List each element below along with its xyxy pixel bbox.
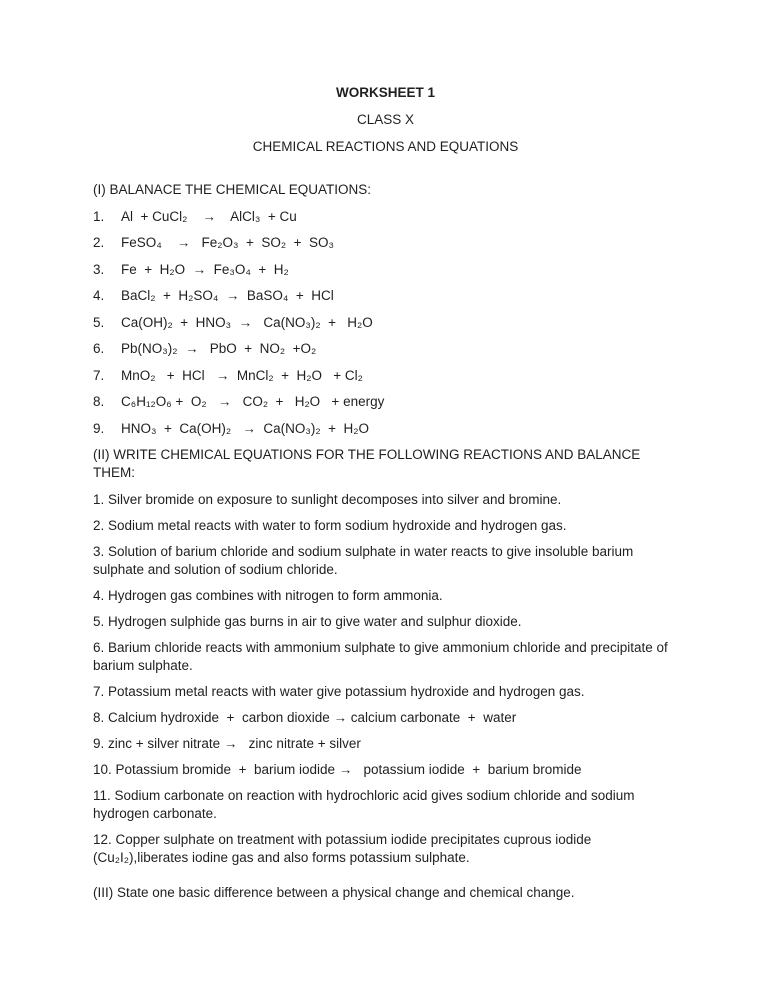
equation-row xyxy=(93,367,678,385)
equation-text: Al + CuCl₂ → AlCl₃ + Cu xyxy=(121,208,297,224)
class-label: CLASS X xyxy=(356,112,415,127)
equation-number: 9. xyxy=(93,420,105,436)
equation-text: HNO₃ + Ca(OH)₂ → Ca(NO₃)₂ + H₂O xyxy=(121,420,369,436)
question-item: 2. Sodium metal reacts with water to form sodium hydroxide and hydrogen gas. xyxy=(93,517,567,533)
equation-text: Fe + H₂O → Fe₃O₄ + H₂ xyxy=(121,261,289,277)
question-item: 3. Solution of barium chloride and sodium sulphate in water reacts to give insoluble barium sulphate and solution of sodium chloride. xyxy=(93,543,638,577)
equation-text: Ca(OH)₂ + HNO₃ → Ca(NO₃)₂ + H₂O xyxy=(121,314,373,330)
equation-list xyxy=(93,208,678,438)
equation-row xyxy=(93,393,678,411)
question-item: 12. Copper sulphate on treatment with potassium iodide precipitates cuprous iodide (Cu₂I₂),liberates iodine gas and also forms potassium sulphate. xyxy=(93,831,596,865)
question-item: 10. Potassium bromide + barium iodide → potassium iodide + barium bromide xyxy=(93,761,582,777)
equation-number: 3. xyxy=(93,261,105,277)
question-item: 1. Silver bromide on exposure to sunlight decomposes into silver and bromine. xyxy=(93,491,562,507)
section-write-heading: (II) WRITE CHEMICAL EQUATIONS FOR THE FOLLOWING REACTIONS AND BALANCE THEM: xyxy=(93,447,644,480)
equation-row xyxy=(93,314,678,332)
equation-number: 7. xyxy=(93,367,105,383)
equation-number: 2. xyxy=(93,235,105,250)
equation-row xyxy=(93,208,678,226)
equation-number: 5. xyxy=(93,314,105,330)
equation-text: C₆H₁₂O₆ + O₂ → CO₂ + H₂O + energy xyxy=(121,394,385,409)
equation-number: 4. xyxy=(93,288,105,303)
equation-text: MnO₂ + HCl → MnCl₂ + H₂O + Cl₂ xyxy=(121,367,363,383)
equation-row xyxy=(93,234,678,252)
equation-text: FeSO₄ → Fe₂O₃ + SO₂ + SO₃ xyxy=(121,235,335,250)
equation-row xyxy=(93,261,678,279)
equation-text: BaCl₂ + H₂SO₄ → BaSO₄ + HCl xyxy=(121,288,334,303)
equation-row xyxy=(93,420,678,438)
topic-heading: CHEMICAL REACTIONS AND EQUATIONS xyxy=(252,139,519,154)
question-item: 5. Hydrogen sulphide gas burns in air to give water and sulphur dioxide. xyxy=(93,613,522,629)
question-item: 9. zinc + silver nitrate → zinc nitrate + silver xyxy=(93,735,361,751)
question-list xyxy=(93,491,678,867)
page-title: WORKSHEET 1 xyxy=(335,85,435,100)
equation-row xyxy=(93,340,678,358)
equation-number: 8. xyxy=(93,394,105,409)
question-item: 6. Barium chloride reacts with ammonium sulphate to give ammonium chloride and precipitate of barium sulphate. xyxy=(93,639,672,673)
equation-number: 6. xyxy=(93,341,105,356)
equation-number: 1. xyxy=(93,208,105,224)
question-item: 7. Potassium metal reacts with water give potassium hydroxide and hydrogen gas. xyxy=(93,683,585,699)
section-difference-heading: (III) State one basic difference between a physical change and chemical change. xyxy=(93,884,575,900)
document-header xyxy=(93,84,678,156)
question-item: 4. Hydrogen gas combines with nitrogen to form ammonia. xyxy=(93,587,443,603)
equation-text: Pb(NO₃)₂ → PbO + NO₂ +O₂ xyxy=(121,341,317,356)
question-item: 11. Sodium carbonate on reaction with hydrochloric acid gives sodium chloride and sodium hydrogen carbonate. xyxy=(93,787,639,821)
equation-row xyxy=(93,287,678,305)
question-item: 8. Calcium hydroxide + carbon dioxide → calcium carbonate + water xyxy=(93,709,517,725)
section-balance-heading: (I) BALANACE THE CHEMICAL EQUATIONS: xyxy=(93,182,372,197)
